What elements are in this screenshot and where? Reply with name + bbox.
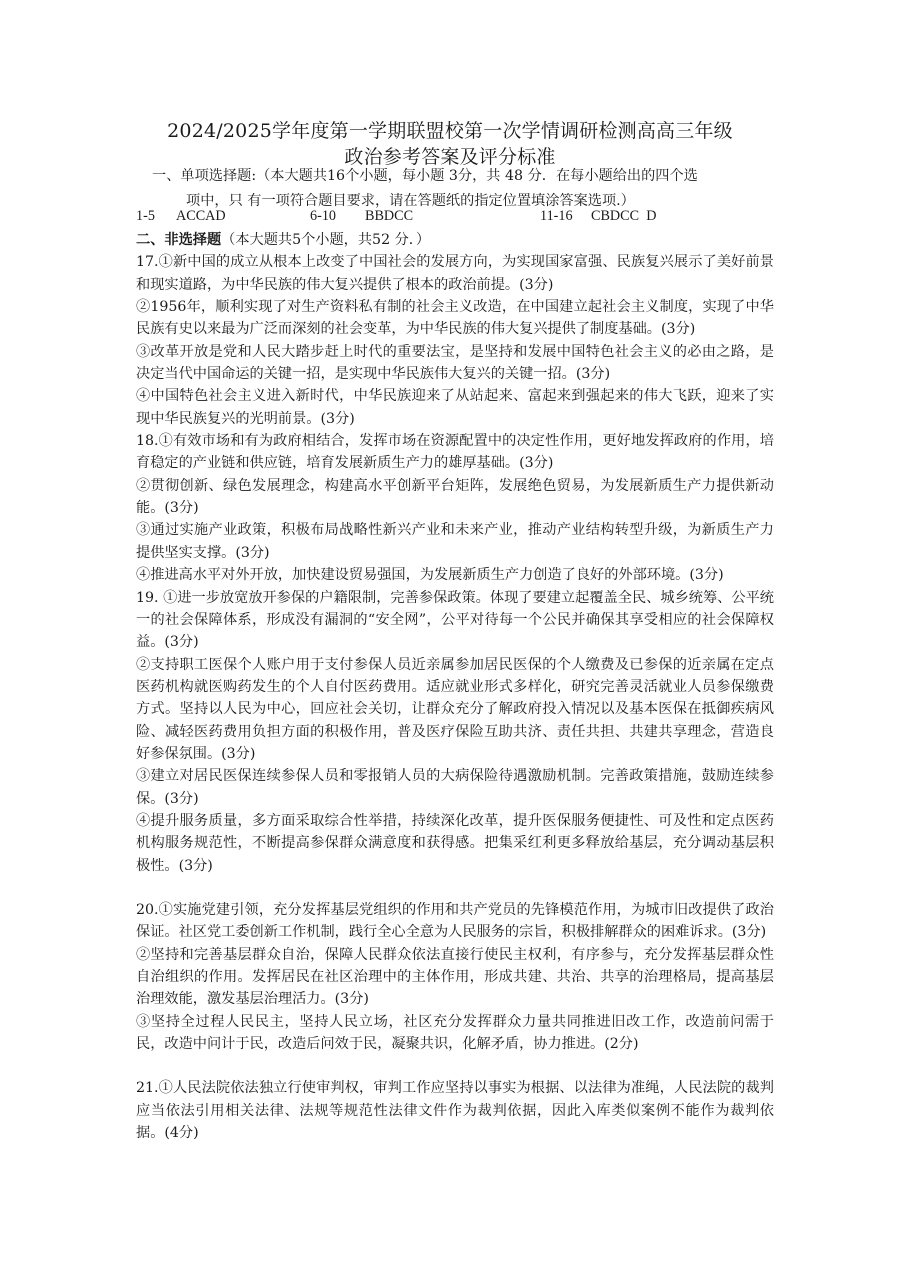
question-19 xyxy=(136,587,774,877)
section2-heading-note: （本大题共5个小题，共52 分．） xyxy=(221,232,431,248)
answer-value-1: ACCAD xyxy=(176,208,226,224)
answer-point: ③坚持全过程人民民主，坚持人民立场，社区充分发挥群众力量共同推进旧改工作，改造前问需于民，改造中问计于民，改造后问效于民，凝聚共识，化解矛盾，协力推进。(2分) xyxy=(136,1013,774,1053)
question-21 xyxy=(136,1077,774,1144)
choice-answers xyxy=(136,208,776,230)
answer-range-1: 1-5 xyxy=(136,208,155,224)
answer-point: 17.①新中国的成立从根本上改变了中国社会的发展方向，为实现国家富强、民族复兴展示了美好前景和现实道路，为中华民族的伟大复兴提供了根本的政治前提。(3分) xyxy=(136,254,774,293)
answer-point: ②1956年，顺利实现了对生产资料私有制的社会主义改造，在中国建立起社会主义制度，实现了中华民族有史以来最为广泛而深刻的社会变革，为中华民族的伟大复兴提供了制度基础。(3分) xyxy=(136,299,774,338)
question-18 xyxy=(136,430,774,586)
answer-point: ③改革开放是党和人民大踏步赶上时代的重要法宝，是坚持和发展中国特色社会主义的必由之路，是决定当代中国命运的关键一招，是实现中华民族伟大复兴的关键一招。(3分) xyxy=(136,343,774,383)
answer-point: ④提升服务质量，多方面采取综合性举措，持续深化改革，提升医保服务便捷性、可及性和定点医药机构服务规范性，不断提高参保群众满意度和获得感。把集采红利更多释放给基层，充分调动基层积极性。(3分) xyxy=(136,812,774,874)
answer-value-2: BBDCC xyxy=(365,208,414,224)
answer-point: 21.①人民法院依法独立行使审判权，审判工作应坚持以事实为根据、以法律为准绳，人民法院的裁判应当依法引用相关法律、法规等规范性法律文件作为裁判依据，因此入库类似案例不能作为裁判依据。(4分) xyxy=(136,1080,774,1142)
document-subtitle: 政治参考答案及评分标准 xyxy=(344,146,556,168)
section1-heading xyxy=(152,164,822,214)
answer-point: ④推进高水平对外开放，加快建设贸易强国，为发展新质生产力创造了良好的外部环境。(3分) xyxy=(136,567,724,584)
answer-point: 18.①有效市场和有为政府相结合，发挥市场在资源配置中的决定性作用，更好地发挥政府的作用，培育稳定的产业链和供应链，培育发展新质生产力的雄厚基础。(3分) xyxy=(136,433,774,472)
answer-range-2: 6-10 xyxy=(310,208,337,224)
answer-range-3: 11-16 xyxy=(540,208,573,224)
answer-point: ②支持职工医保个人账户用于支付参保人员近亲属参加居民医保的个人缴费及已参保的近亲属在定点医药机构就医购药发生的个人自付医药费用。适应就业形式多样化，研究完善灵活就业人员参保缴费方式。坚持以人民为中心，回应社会关切，让群众充分了解政府投入情况以及基本医保在抵御疾病风险、减轻医药费用负担方面的积极作用，普及医疗保险互助共济、责任共担、共建共享理念，营造良好参保氛围。(3分) xyxy=(136,656,774,762)
question-20 xyxy=(136,899,774,1055)
answer-value-3: CBDCC D xyxy=(591,208,657,224)
answer-point: ②贯彻创新、绿色发展理念，构建高水平创新平台矩阵，发展绝色贸易，为发展新质生产力提供新动能。(3分) xyxy=(136,477,774,517)
answer-point: 20.①实施党建引领，充分发挥基层党组织的作用和共产党员的先锋模范作用，为城市旧改提供了政治保证。社区党工委创新工作机制，践行全心全意为人民服务的宗旨，积极排解群众的困难诉求。(3分) xyxy=(136,901,774,941)
answer-point: ③建立对居民医保连续参保人员和零报销人员的大病保险待遇激励机制。完善政策措施，鼓励连续参保。(3分) xyxy=(136,768,774,807)
question-17 xyxy=(136,251,774,430)
section2-heading xyxy=(136,229,774,251)
answer-content xyxy=(136,229,774,1144)
document-title: 2024/2025学年度第一学期联盟校第一次学情调研检测高高三年级 xyxy=(167,120,733,142)
answer-point: ④中国特色社会主义进入新时代，中华民族迎来了从站起来、富起来到强起来的伟大飞跃，迎来了实现中华民族复兴的光明前景。(3分) xyxy=(136,388,774,427)
spacer xyxy=(136,877,774,899)
answer-point: ③通过实施产业政策，积极布局战略性新兴产业和未来产业，推动产业结构转型升级，为新质生产力提供坚实支撑。(3分) xyxy=(136,522,774,561)
section2-heading-title: 二、非选择题 xyxy=(136,232,222,248)
answer-point: ②坚持和完善基层群众自治，保障人民群众依法直接行使民主权利，有序参与，充分发挥基层群众性自治组织的作用。发挥居民在社区治理中的主体作用，形成共建、共治、共享的治理格局，提高基层治理效能，激发基层治理活力。(3分) xyxy=(136,946,774,1008)
answer-point: 19. ①进一步放宽放开参保的户籍限制，完善参保政策。体现了要建立起覆盖全民、城乡统筹、公平统一的社会保障体系，形成没有漏洞的“安全网”，公平对待每一个公民并确保其享受相应的社会保障权益。(3分) xyxy=(136,589,774,651)
spacer xyxy=(136,1055,774,1077)
section1-heading-line2: 项中，只 有一项符合题目要求，请在答题纸的指定位置填涂答案选项.） xyxy=(186,193,635,209)
section1-heading-line1: 一、单项选择题:（本大题共16个小题，每小题 3分，共 48 分．在每小题给出的四个选 xyxy=(152,168,698,184)
